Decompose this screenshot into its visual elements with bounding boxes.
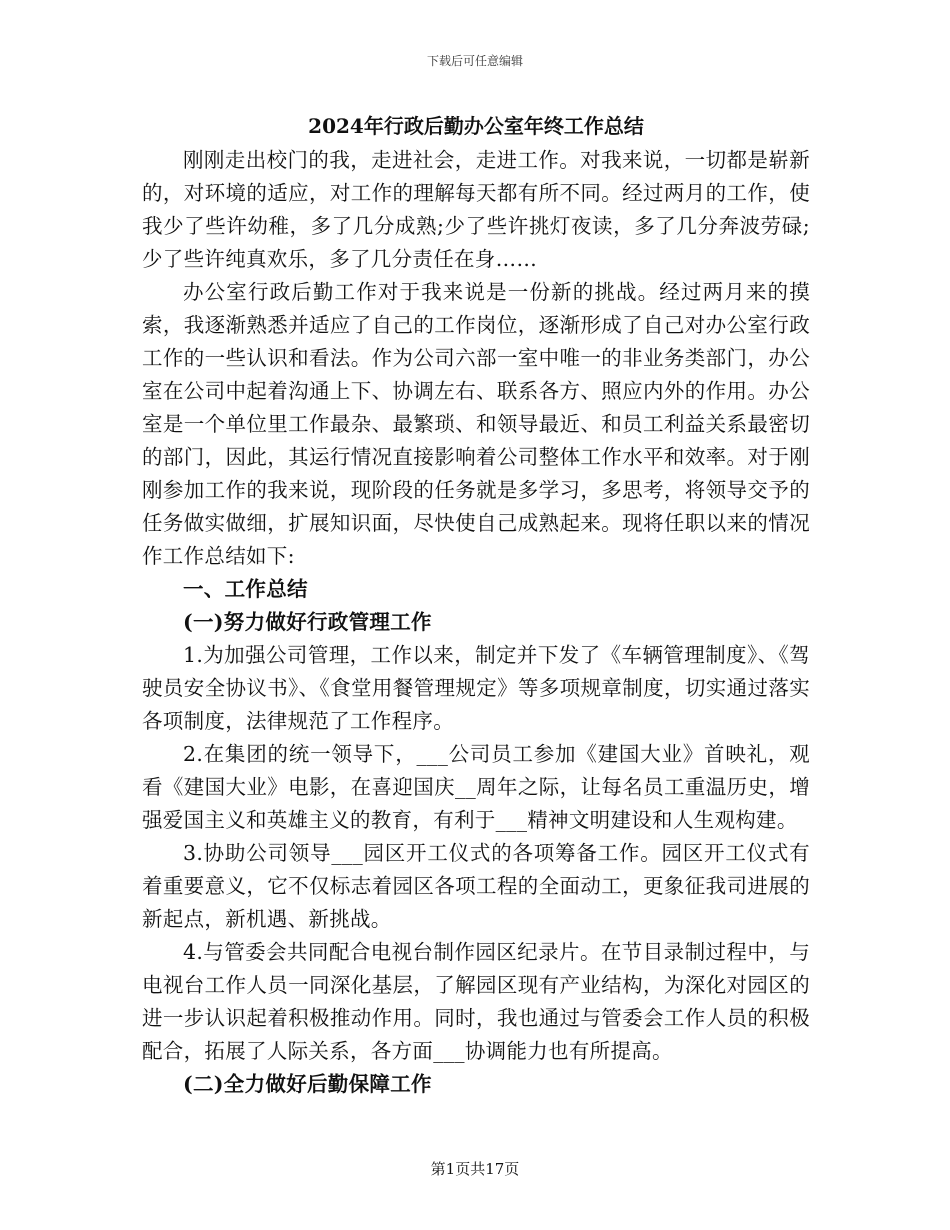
document-body [142,108,810,1101]
header-note: 下载后可任意编辑 [426,54,523,68]
paragraph-intro: 刚刚走出校门的我，走进社会，走进工作。对我来说，一切都是崭新的，对环境的适应，对工作的理解每天都有所不同。经过两月的工作，使我少了些许幼稚，多了几分成熟;少了些许挑灯夜读，多了几分奔波劳碌;少了些许纯真欢乐，多了几分责任在身…… [142,148,810,271]
list-item-1: 1.为加强公司管理，工作以来，制定并下发了《车辆管理制度》、《驾驶员安全协议书》、《食堂用餐管理规定》等多项规章制度，切实通过落实各项制度，法律规范了工作程序。 [142,643,810,733]
paragraph-overview: 办公室行政后勤工作对于我来说是一份新的挑战。经过两月来的摸索，我逐渐熟悉并适应了自己的工作岗位，逐渐形成了自己对办公室行政工作的一些认识和看法。作为公司六部一室中唯一的非业务类部门，办公室在公司中起着沟通上下、协调左右、联系各方、照应内外的作用。办公室是一个单位里工作最杂、最繁琐、和领导最近、和员工利益关系最密切的部门，因此，其运行情况直接影响着公司整体工作水平和效率。对于刚刚参加工作的我来说，现阶段的任务就是多学习，多思考，将领导交予的任务做实做细，扩展知识面，尽快使自己成熟起来。现将任职以来的情况作工作总结如下: [142,280,810,568]
section-heading-1: 一、工作总结 [183,577,308,601]
document-title: 2024年行政后勤办公室年终工作总结 [308,114,644,138]
list-item-4: 4.与管委会共同配合电视台制作园区纪录片。在节目录制过程中，与电视台工作人员一同深化基层，了解园区现有产业结构，为深化对园区的进一步认识起着积极推动作用。同时，我也通过与管委会工作人员的积极配合，拓展了人际关系，各方面___协调能力也有所提高。 [142,940,810,1063]
subsection-heading-1: (一)努力做好行政管理工作 [183,610,432,634]
page-footer: 第1页共17页 [430,1160,520,1178]
list-item-3: 3.协助公司领导___园区开工仪式的各项筹备工作。园区开工仪式有着重要意义，它不仅标志着园区各项工程的全面动工，更象征我司进展的新起点，新机遇、新挑战。 [142,841,810,931]
subsection-heading-2: (二)全力做好后勤保障工作 [183,1072,432,1096]
list-item-2: 2.在集团的统一领导下，___公司员工参加《建国大业》首映礼，观看《建国大业》电影，在喜迎国庆__周年之际，让每名员工重温历史，增强爱国主义和英雄主义的教育，有利于___精神文明建设和人生观构建。 [142,742,810,832]
